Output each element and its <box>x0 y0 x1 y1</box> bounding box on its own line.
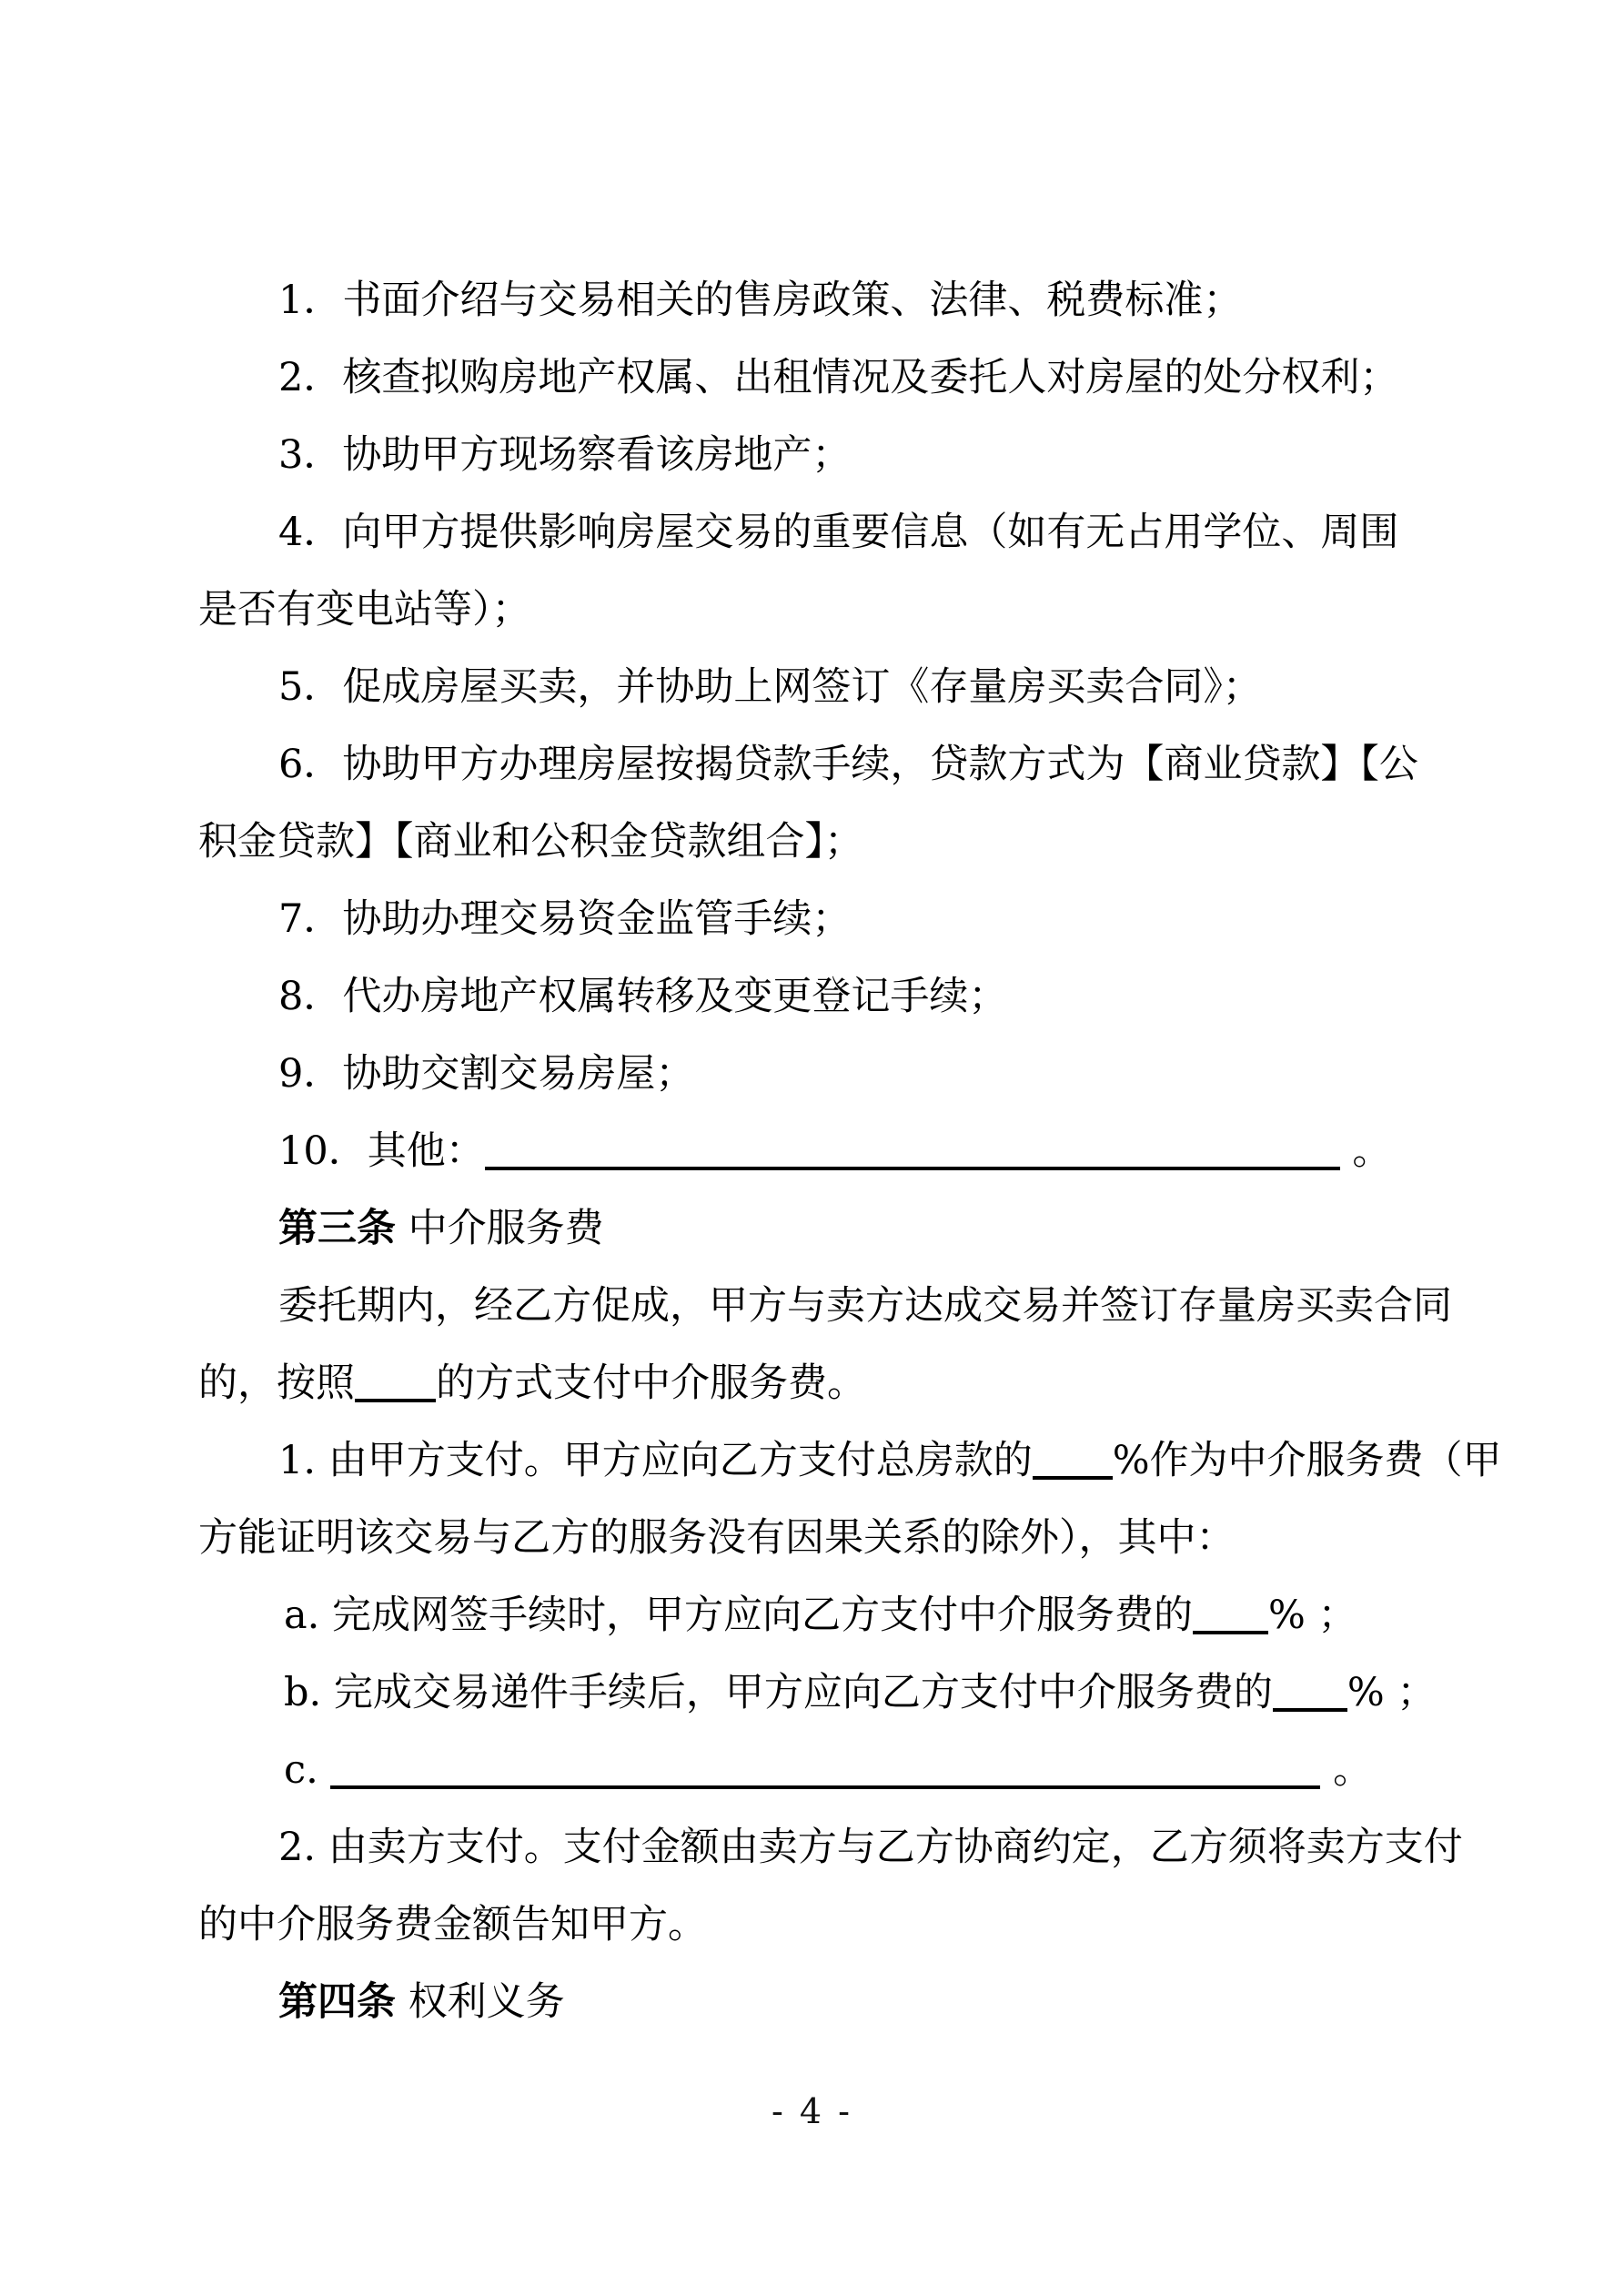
clause-heading-number: 第四条 <box>278 1979 396 2025</box>
document-line <box>198 1422 1502 1500</box>
fill-in-blank-line <box>1193 1620 1268 1634</box>
text-run: 权利义务 <box>396 1979 565 2025</box>
page-number: - 4 - <box>771 2091 852 2131</box>
document-line <box>198 417 1463 494</box>
document-line <box>198 1345 1463 1422</box>
text-run: 2．核查拟购房地产权属、出租情况及委托人对房屋的处分权利； <box>278 355 1399 400</box>
clause-heading-number: 第三条 <box>278 1206 396 1251</box>
fill-in-blank-line <box>485 1156 1340 1170</box>
text-run: 9．协助交割交易房屋； <box>278 1051 695 1097</box>
document-line <box>198 1190 1463 1268</box>
text-run: 的方式支付中介服务费。 <box>436 1360 866 1406</box>
text-run: %作为中介服务费（甲 <box>1112 1438 1502 1483</box>
text-run: 方能证明该交易与乙方的服务没有因果关系的除外），其中： <box>198 1515 1236 1561</box>
fill-in-blank-line <box>1033 1465 1113 1480</box>
document-line <box>198 494 1463 571</box>
text-run: 8．代办房地产权属转移及变更登记手续； <box>278 974 1008 1019</box>
document-line <box>198 881 1463 958</box>
text-run: 10．其他： <box>278 1128 485 1174</box>
document-line <box>198 958 1463 1036</box>
document-line <box>198 804 1463 881</box>
fill-in-blank-line <box>1273 1697 1347 1712</box>
document-line <box>198 1732 1463 1809</box>
text-run: b. 完成交易递件手续后，甲方应向乙方支付中介服务费的 <box>284 1670 1273 1715</box>
text-run: 。 <box>1339 1128 1392 1174</box>
fill-in-blank-line <box>355 1388 436 1402</box>
text-run: 7．协助办理交易资金监管手续； <box>278 896 852 942</box>
document-line <box>198 1964 1463 2041</box>
document-body <box>198 262 1502 2041</box>
fill-in-blank-line <box>330 1775 1320 1789</box>
text-run: 中介服务费 <box>396 1206 604 1251</box>
text-run: c. <box>284 1747 331 1793</box>
document-line <box>198 1886 1463 1964</box>
text-run: 的，按照 <box>198 1360 355 1406</box>
text-run: 。 <box>1320 1747 1373 1793</box>
document-line <box>198 571 1463 649</box>
document-line <box>198 1268 1463 1345</box>
text-run: % ； <box>1347 1670 1437 1715</box>
document-line <box>198 262 1463 339</box>
text-run: 2. 由卖方支付。支付金额由卖方与乙方协商约定，乙方须将卖方支付 <box>278 1825 1463 1870</box>
text-run: a. 完成网签手续时，甲方应向乙方支付中介服务费的 <box>284 1593 1193 1638</box>
text-run: 委托期内，经乙方促成，甲方与卖方达成交易并签订存量房买卖合同 <box>278 1283 1452 1329</box>
document-line <box>198 1577 1463 1654</box>
text-run: 积金贷款】【商业和公积金贷款组合】； <box>198 819 863 865</box>
text-run: 1．书面介绍与交易相关的售房政策、法律、税费标准； <box>278 278 1243 323</box>
text-run: % ； <box>1267 1593 1357 1638</box>
text-run: 是否有变电站等）； <box>198 587 531 632</box>
document-line <box>198 1113 1463 1190</box>
text-run: 5．促成房屋买卖，并协助上网签订《存量房买卖合同》； <box>278 664 1262 710</box>
document-line <box>198 1500 1463 1577</box>
document-line <box>198 1036 1463 1113</box>
document-line <box>198 339 1463 417</box>
text-run: 4．向甲方提供影响房屋交易的重要信息（如有无占用学位、周围 <box>278 510 1399 555</box>
text-run: 1. 由甲方支付。甲方应向乙方支付总房款的 <box>278 1438 1033 1483</box>
document-line <box>198 649 1463 726</box>
text-run: 的中介服务费金额告知甲方。 <box>198 1902 707 1947</box>
text-run: 3．协助甲方现场察看该房地产； <box>278 432 852 478</box>
document-line <box>198 1654 1463 1732</box>
document-line <box>198 1809 1463 1886</box>
text-run: 6．协助甲方办理房屋按揭贷款手续，贷款方式为【商业贷款】【公 <box>278 742 1418 787</box>
document-line <box>198 726 1463 804</box>
